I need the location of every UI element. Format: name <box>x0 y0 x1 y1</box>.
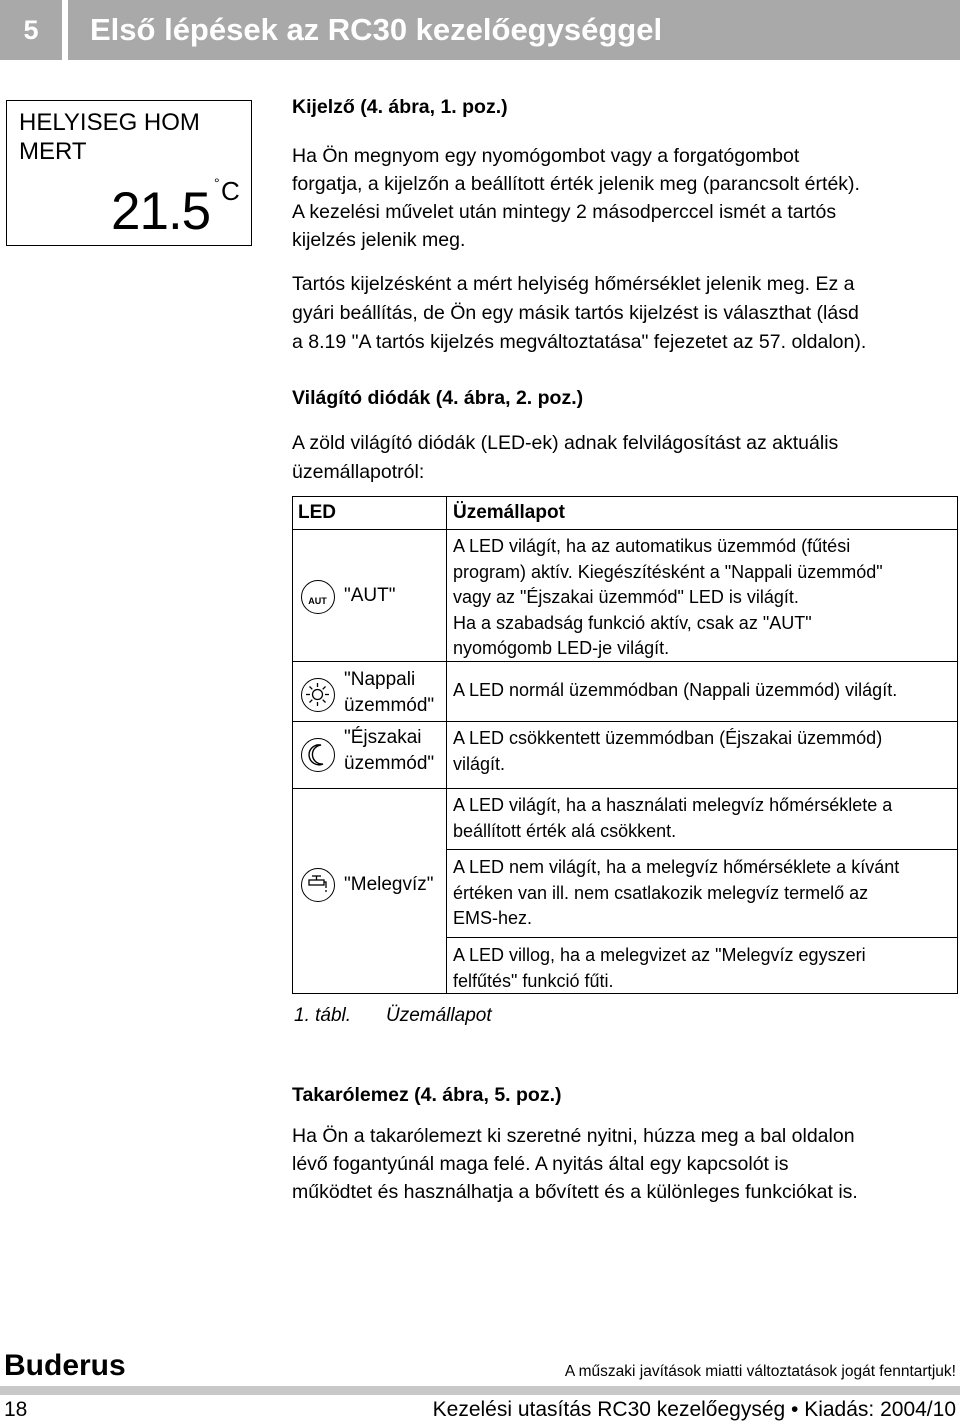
aut-icon: AUT <box>301 580 335 614</box>
manual-title: Kezelési utasítás RC30 kezelőegység • Kiadás: 2004/10 <box>432 1398 956 1421</box>
status-day: A LED normál üzemmódban (Nappali üzemmód) világít. <box>446 661 958 722</box>
display-unit: C <box>221 176 240 206</box>
status-dhw-on: A LED világít, ha a használati melegvíz hőmérséklete a beállított érték alá csökkent. <box>446 788 958 850</box>
display-panel <box>6 100 252 246</box>
led-label-day: "Nappali üzemmód" <box>344 669 435 716</box>
led-cell-night <box>292 721 447 788</box>
footer-note: A műszaki javítások miatti változtatások jogát fenntartjuk! <box>564 1363 956 1380</box>
col-header-status: Üzemállapot <box>446 496 958 530</box>
status-aut: A LED világít, ha az automatikus üzemmód (fűtési program) aktív. Kiegészítésként a "Nappali üzemmód" vagy az "Éjszakai üzemmód" LED is világít. Ha a szabadság funkció aktív, csak az "AUT" nyomógomb LED-je világít. <box>446 529 958 662</box>
led-label-aut: "AUT" <box>344 585 396 606</box>
para-display-1: Ha Ön megnyom egy nyomógombot vagy a forgatógombot forgatja, a kijelzőn a beállított érték jelenik meg (parancsolt érték). A kezelési művelet után mintegy 2 másodperccel ismét a tartós kijelzés jelenik meg. <box>292 145 860 251</box>
heading-cover: Takarólemez (4. ábra, 5. poz.) <box>292 1084 562 1106</box>
tap-icon <box>301 868 335 902</box>
led-cell-aut <box>292 529 447 661</box>
led-label-night: "Éjszakai üzemmód" <box>344 727 435 774</box>
heading-display: Kijelző (4. ábra, 1. poz.) <box>292 96 508 118</box>
display-temperature: 21.5 <box>111 182 211 241</box>
status-night: A LED csökkentett üzemmódban (Éjszakai üzemmód) világít. <box>446 721 958 789</box>
status-dhw-off: A LED nem világít, ha a melegvíz hőmérséklete a kívánt értéken van ill. nem csatlakozik melegvíz termelő az EMS-hez. <box>446 849 958 938</box>
led-cell-day <box>292 661 447 721</box>
display-degree: ° <box>214 175 220 191</box>
heading-leds: Világító diódák (4. ábra, 2. poz.) <box>292 387 584 409</box>
table-caption-text: Üzemállapot <box>386 1005 492 1026</box>
led-label-dhw: "Melegvíz" <box>344 874 434 895</box>
table-caption-number: 1. tábl. <box>294 1005 352 1026</box>
footer-rule <box>0 1386 960 1395</box>
buderus-logo: Buderus <box>4 1349 126 1382</box>
led-cell-dhw <box>292 788 447 994</box>
chapter-title: Első lépések az RC30 kezelőegységgel <box>68 0 960 60</box>
chapter-number: 5 <box>0 0 62 60</box>
page-number: 18 <box>4 1398 28 1421</box>
para-cover: Ha Ön a takarólemezt ki szeretné nyitni, húzza meg a bal oldalon lévő fogantyúnál maga felé. A nyitás által egy kapcsolót is működtet és használhatja a bővített és a különleges funkciókat is. <box>292 1125 858 1203</box>
col-header-led: LED <box>292 496 446 530</box>
sun-icon <box>301 678 335 712</box>
para-leds: A zöld világító diódák (LED-ek) adnak felvilágosítást az aktuális üzemállapotról: <box>292 432 839 483</box>
display-line1: HELYISEG HOM MERT <box>19 109 200 165</box>
status-dhw-blink: A LED villog, ha a melegvizet az "Melegvíz egyszeri felfűtés" funkció fűti. <box>446 937 958 994</box>
para-display-2: Tartós kijelzésként a mért helyiség hőmérséklet jelenik meg. Ez a gyári beállítás, de Ön egy másik tartós kijelzést is választhat (lásd a 8.19 "A tartós kijelzés megváltoztatása" fejezetet az 57. oldalon). <box>292 273 867 353</box>
moon-icon <box>301 738 335 772</box>
